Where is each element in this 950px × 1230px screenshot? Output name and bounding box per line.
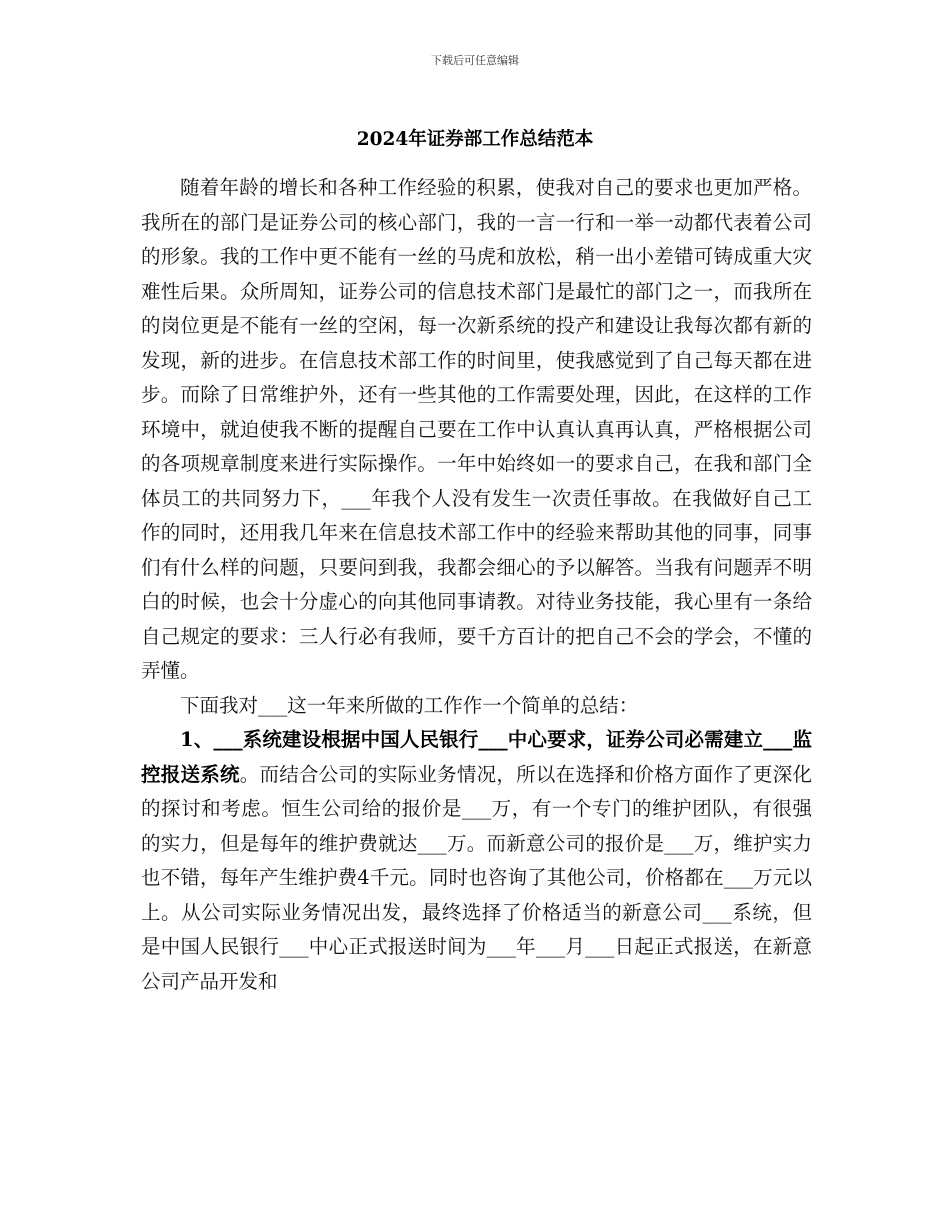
paragraph-3-text: 。而结合公司的实际业务情况，所以在选择和价格方面作了更深化的探讨和考虑。恒生公司给的报价是___万，有一个专门的维护团队，有很强的实力，但是每年的维护费就达___万。而新意公司的报价是___万，维护实力也不错，每年产生维护费4千元。同时也咨询了其他公司，价格都在___万元以上。从公司实际业务情况出发，最终选择了价格适当的新意公司___系统，但是中国人民银行___中心正式报送时间为___年___月___日起正式报送，在新意公司产品开发和 [141,762,812,993]
paragraph-1: 随着年龄的增长和各种工作经验的积累，使我对自己的要求也更加严格。我所在的部门是证券公司的核心部门，我的一言一行和一举一动都代表着公司的形象。我的工作中更不能有一丝的马虎和放松，稍一出小差错可铸成重大灾难性后果。众所周知，证券公司的信息技术部门是最忙的部门之一，而我所在的岗位更是不能有一丝的空闲，每一次新系统的投产和建设让我每次都有新的发现，新的进步。在信息技术部工作的时间里，使我感觉到了自己每天都在进步。而除了日常维护外，还有一些其他的工作需要处理，因此，在这样的工作环境中，就迫使我不断的提醒自己要在工作中认真认真再认真，严格根据公司的各项规章制度来进行实际操作。一年中始终如一的要求自己，在我和部门全体员工的共同努力下，___年我个人没有发生一次责任事故。在我做好自己工作的同时，还用我几年来在信息技术部工作中的经验来帮助其他的同事，同事们有什么样的问题，只要问到我，我都会细心的予以解答。当我有问题弄不明白的时候，也会十分虚心的向其他同事请教。对待业务技能，我心里有一条给自己规定的要求：三人行必有我师，要千方百计的把自己不会的学会，不懂的弄懂。 [141,176,812,682]
paragraph-2: 下面我对___这一年来所做的工作作一个简单的总结： [180,693,639,717]
document-title: 2024年证券部工作总结范本 [356,129,594,150]
page-header-note: 下载后可任意编辑 [431,54,519,67]
paragraph-3 [141,723,812,999]
paragraph-3-heading: 1、___系统建设根据中国人民银行___中心要求，证券公司必需建立___监控报送系统 [141,728,812,786]
document-body [141,171,812,999]
